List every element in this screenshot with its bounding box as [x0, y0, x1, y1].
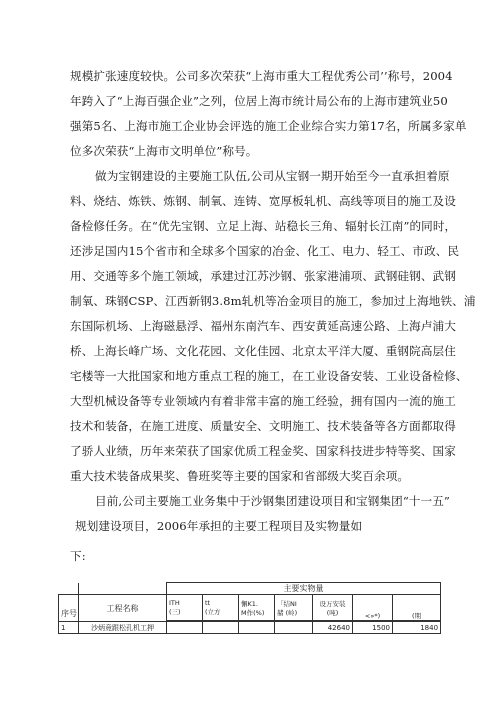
subheader-bottom: (三): [169, 608, 181, 616]
row-value-cell: [167, 622, 203, 634]
row-name-cell: [79, 622, 167, 634]
text-line: 强第5名、上海市施工企业协会评选的施工企业综合实力第17名，所属多家单: [70, 119, 467, 133]
subheader-top: 「结NI: [277, 599, 297, 608]
row-seq: 1: [61, 623, 66, 632]
text-line: 年跨入了“上海百强企业”之列，位居上海市统计局公布的上海市建筑业50: [70, 94, 448, 108]
name-header-label: 工程名称: [106, 603, 139, 613]
quantity-table: [58, 582, 441, 634]
row-value-cell: [313, 622, 353, 634]
row-value: 1500: [372, 623, 390, 632]
row-value: 42640: [327, 623, 350, 632]
subheader-cell: [275, 595, 313, 621]
text-line: 大型机械设备等专业领域内有着非常丰富的施工经验，拥有国内一流的施工: [70, 394, 456, 408]
subheader-top: tt: [205, 599, 211, 607]
row-value-cell: [239, 622, 275, 634]
text-line: 目前,公司主要施工业务集中于沙钢集团建设项目和宝钢集团“十一五”: [95, 494, 450, 508]
text-line: 规划建设项目，2006年承担的主要工程项目及实物量如: [75, 519, 363, 533]
subheader-top: 设万安装: [319, 599, 346, 608]
subheader-cell: [353, 595, 393, 621]
text-line: 位多次荣获“上海市文明单位”称号。: [70, 144, 258, 158]
subheader-cell: [393, 595, 441, 621]
text-line: 做为宝钢建设的主要施工队伍,公司从宝钢一期开始至今一直承担着原: [95, 169, 450, 183]
group-header-cell: [167, 583, 441, 595]
subheader-bottom: <»*): [364, 612, 381, 620]
subheader-cell: [313, 595, 353, 621]
seq-header-cell: [59, 595, 79, 622]
text-line: 制氧、珠钢CSP、江西新钢3.8m轧机等冶金项目的施工，参加过上海地铁、浦: [70, 294, 476, 308]
subheader-cell: [239, 595, 275, 621]
table-header-row: [59, 583, 441, 595]
text-line: 料、烧结、炼铁、炼钢、制氧、连铸、宽厚板轧机、高线等项目的施工及设: [70, 194, 456, 208]
subheader-cell: [203, 595, 239, 621]
table-corner-cell: [79, 583, 167, 595]
row-value-cell: [393, 622, 441, 634]
text-line: 桥、上海长峰广场、文化花园、文化佳园、北京太平洋大厦、重钢院高层住: [70, 344, 456, 358]
subheader-bottom: (期: [412, 612, 422, 620]
row-seq-cell: [59, 622, 79, 634]
subheader-bottom: M作(%): [241, 608, 265, 617]
subheader-bottom: (吨): [326, 608, 339, 617]
row-value-cell: [275, 622, 313, 634]
subheader-top: ITH: [169, 599, 180, 607]
table-row: [59, 622, 441, 634]
row-name: 沙炳竟跟松孔机工押: [91, 623, 154, 632]
text-line: 重大技术装备成果奖、鲁班奖等主要的国家和省部级大奖百余项。: [70, 469, 410, 483]
row-value-cell: [353, 622, 393, 634]
seq-header-label: 序号: [61, 609, 77, 618]
table-subheader-row: [59, 595, 441, 621]
text-line: 下:: [70, 549, 86, 563]
row-value: 1840: [420, 623, 439, 632]
text-line: 东国际机场、上海磁悬浮、福州东南汽车、西安黄延高速公路、上海卢浦大: [70, 319, 456, 333]
group-header-label: 主要实物量: [283, 584, 324, 593]
text-line: 备检修任务。在“优先宝钢、立足上海、站稳长三角、辐射长江南”的同时，: [70, 219, 457, 233]
text-line: 了骄人业绩，历年来荣获了国家优质工程金奖、国家科技进步特等奖、国家: [70, 444, 456, 458]
row-value-cell: [203, 622, 239, 634]
text-line: 用、交通等多个施工领域，承建过江苏沙钢、张家港浦项、武钢硅钢、武钢: [70, 269, 456, 283]
text-line: 还涉足国内15个省市和全球多个国家的冶金、化工、电力、轻工、市政、民: [70, 244, 460, 258]
name-header-cell: [79, 595, 167, 622]
subheader-bottom: 赭 (岭): [277, 608, 298, 617]
text-line: 规模扩张速度较快。公司多次荣获“上海市重大工程优秀公司’’称号，2004: [70, 69, 453, 83]
subheader-cell: [167, 595, 203, 621]
table-corner-cell: [59, 583, 79, 595]
text-line: 技术和装备，在施工进度、质量安全、文明施工、技术装备等各方面都取得: [70, 419, 456, 433]
text-line: 宅楼等一大批国家和地方重点工程的施工，在工业设备安装、工业设备检修、: [70, 369, 468, 383]
subheader-bottom: (立方: [205, 608, 221, 616]
subheader-top: 懈K1.: [241, 599, 258, 608]
